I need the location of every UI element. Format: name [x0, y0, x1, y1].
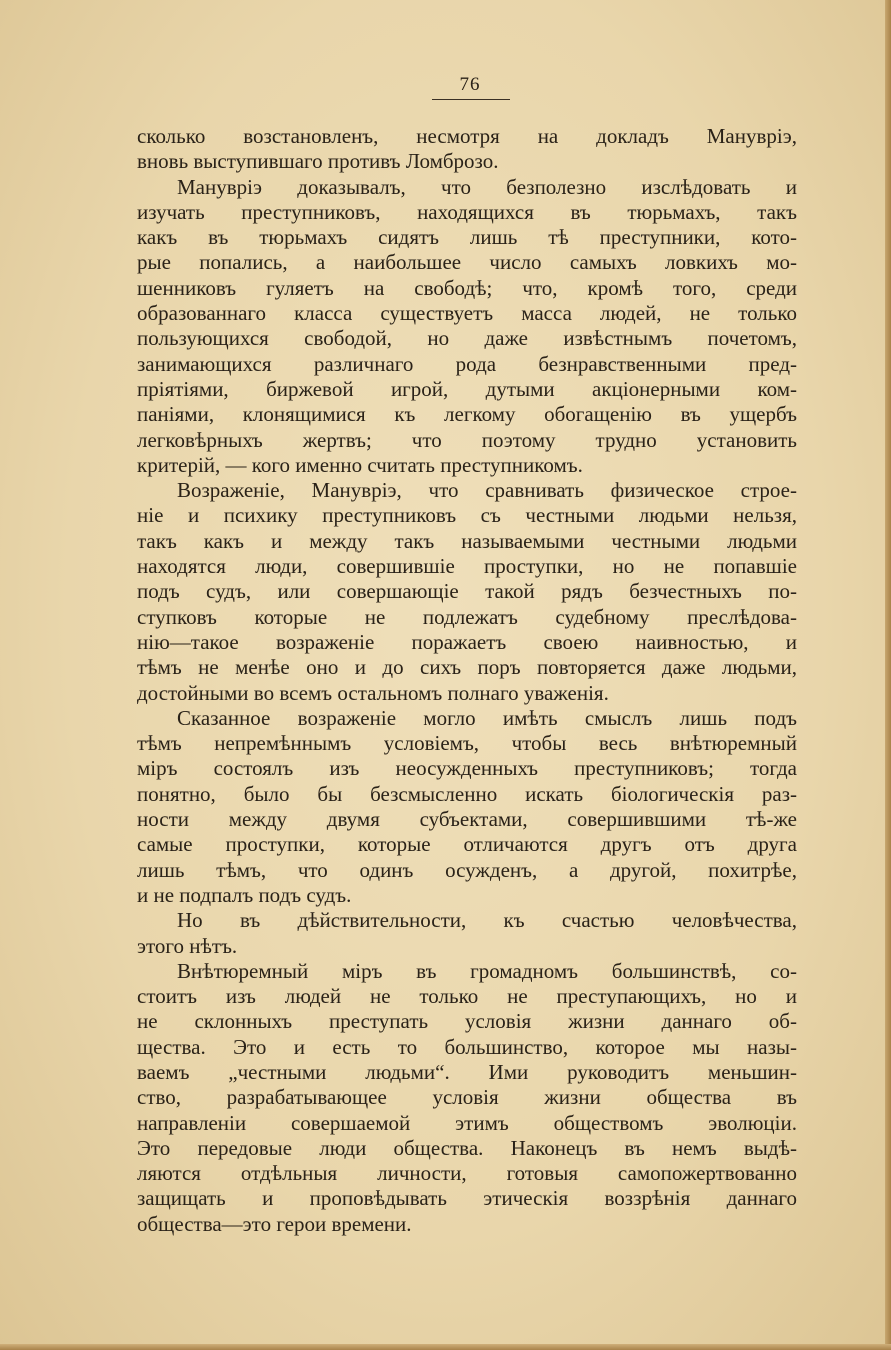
- text-line: этого нѣтъ.: [137, 933, 238, 958]
- text-line: Сказанное возраженiе могло имѣть смыслъ лишь подъ: [177, 705, 797, 730]
- text-line: общества—это герои времени.: [137, 1211, 412, 1236]
- text-line: вновь выступившаго противъ Ломброзо.: [137, 149, 499, 174]
- text-line: и не подпалъ подъ судъ.: [137, 882, 352, 907]
- text-line: прiятiями, биржевой игрой, дутыми акцiонерными ком-: [137, 376, 797, 401]
- text-line: ности между двумя субъектами, совершившими тѣ-же: [137, 807, 797, 832]
- text-line: находятся люди, совершившiе проступки, но не попавшiе: [137, 554, 797, 579]
- text-line: пользующихся свободой, но даже извѣстнымъ почетомъ,: [137, 326, 797, 351]
- text-line: направленiи совершаемой этимъ обществомъ эволюцiи.: [137, 1110, 797, 1135]
- text-line: ляются отдѣльныя личности, готовыя самопожертвованно: [137, 1161, 797, 1186]
- text-line: легковѣрныхъ жертвъ; что поэтому трудно установить: [137, 427, 797, 452]
- text-line: такъ какъ и между такъ называемыми честными людьми: [137, 528, 797, 553]
- text-line: нiе и психику преступниковъ съ честными людьми нельзя,: [137, 503, 797, 528]
- text-line: не склонныхъ преступать условiя жизни даннаго об-: [137, 1009, 797, 1034]
- text-line: Мануврiэ доказывалъ, что безполезно изслѣдовать и: [177, 174, 797, 199]
- page-edge-bottom: [0, 1344, 891, 1350]
- page-number: 76: [459, 74, 481, 95]
- text-line: какъ въ тюрьмахъ сидятъ лишь тѣ преступники, кото-: [137, 225, 797, 250]
- text-line: критерiй, — кого именно считать преступникомъ.: [137, 452, 583, 477]
- text-line: Но въ дѣйствительности, къ счастью человѣчества,: [177, 908, 797, 933]
- text-line: мiръ состоялъ изъ неосужденныхъ преступниковъ; тогда: [137, 756, 797, 781]
- page-edge-right: [885, 0, 891, 1350]
- text-line: стоитъ изъ людей не только не преступающихъ, но и: [137, 984, 797, 1009]
- text-line: щества. Это и есть то большинство, которое мы назы-: [137, 1034, 797, 1059]
- text-line: рые попались, а наибольшее число самыхъ ловкихъ мо-: [137, 250, 797, 275]
- text-line: шенниковъ гуляетъ на свободѣ; что, кромѣ того, среди: [137, 275, 797, 300]
- text-line: ваемъ „честными людьми“. Ими руководитъ меньшин-: [137, 1059, 797, 1084]
- text-line: защищать и проповѣдывать этическiя воззрѣнiя даннаго: [137, 1186, 797, 1211]
- text-line: лишь тѣмъ, что одинъ осужденъ, а другой, похитрѣе,: [137, 857, 797, 882]
- text-line: понятно, было бы безсмысленно искать бiологическiя раз-: [137, 781, 797, 806]
- text-line: нiю—такое возраженiе поражаетъ своею наивностью, и: [137, 629, 797, 654]
- text-line: ство, разрабатывающее условiя жизни общества въ: [137, 1085, 797, 1110]
- text-line: занимающихся различнаго рода безнравственными пред-: [137, 351, 797, 376]
- text-line: тѣмъ непремѣннымъ условiемъ, чтобы весь внѣтюремный: [137, 731, 797, 756]
- text-line: Это передовые люди общества. Наконецъ въ немъ выдѣ-: [137, 1135, 797, 1160]
- text-line: достойными во всемъ остальномъ полнаго уваженiя.: [137, 680, 609, 705]
- text-line: самые проступки, которые отличаются другъ отъ друга: [137, 832, 797, 857]
- text-line: подъ судъ, или совершающiе такой рядъ безчестныхъ по-: [137, 579, 797, 604]
- body-text: [137, 124, 797, 1237]
- text-line: Возраженiе, Мануврiэ, что сравнивать физическое строе-: [177, 478, 797, 503]
- text-line: изучать преступниковъ, находящихся въ тюрьмахъ, такъ: [137, 199, 797, 224]
- text-line: сколько возстановленъ, несмотря на докладъ Мануврiэ,: [137, 124, 797, 148]
- text-line: образованнаго класса существуетъ масса людей, не только: [137, 301, 797, 326]
- text-line: тѣмъ не менѣе оно и до сихъ поръ повторяется даже людьми,: [137, 655, 797, 680]
- text-line: Внѣтюремный мiръ въ громадномъ большинствѣ, со-: [177, 958, 797, 983]
- text-line: панiями, клонящимися къ легкому обогащенiю въ ущербъ: [137, 402, 797, 427]
- text-line: ступковъ которые не подлежатъ судебному преслѣдова-: [137, 604, 797, 629]
- header-rule: [432, 99, 510, 100]
